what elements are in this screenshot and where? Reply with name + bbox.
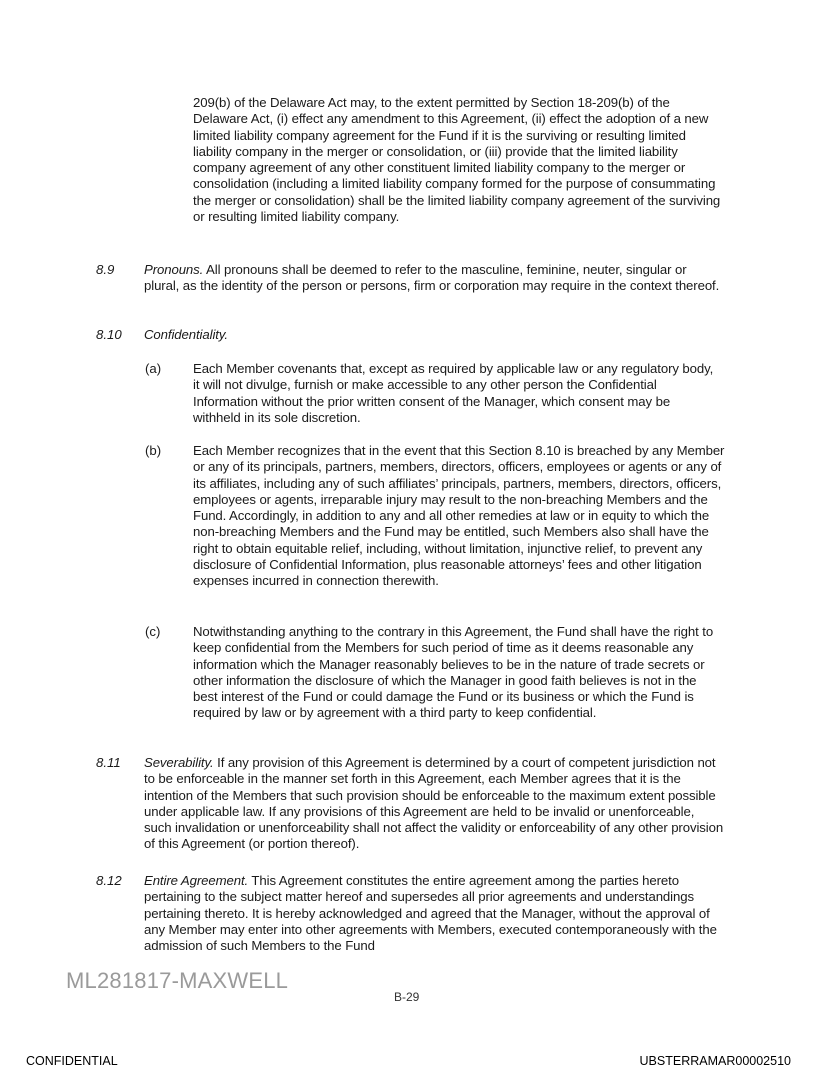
- section-8-10-a-label: (a): [145, 361, 162, 376]
- section-8-10-c-text: Notwithstanding anything to the contrary in this Agreement, the Fund shall have the right to keep confidential from the Members for such period of time as it deems reasonable any information which the Manager reasonably believes to be in the nature of trade secrets or other information the disclosure of which the Manager in good faith believes is not in the best interest of the Fund or could damage the Fund or its business or which the Fund is required by law or by agreement with a third party to keep confidential.: [193, 624, 714, 721]
- section-8-10-c-label: (c): [145, 624, 161, 639]
- section-8-12-heading: Entire Agreement.: [144, 873, 249, 888]
- section-8-9-number: 8.9: [96, 262, 115, 277]
- section-8-9-paragraph: [144, 262, 724, 295]
- section-8-11-paragraph: [144, 755, 724, 853]
- section-8-12-text: This Agreement constitutes the entire agreement among the parties hereto pertaining to the subject matter hereof and supersedes all prior agreements and understandings pertaining thereto. It is hereby acknowledged and agreed that the Manager, without the approval of any Member may enter into other agreements with Members, executed contemporaneously with the admission of such Members to the Fund: [144, 873, 717, 954]
- section-8-10-b-text: Each Member recognizes that in the event that this Section 8.10 is breached by any Member or any of its principals, partners, members, directors, officers, employees or agents or any of its affiliates, including any of such affiliates’ principals, partners, members, directors, officers, employees or agents, irreparable injury may result to the non-breaching Members and the Fund. Accordingly, in addition to any and all other remedies at law or in equity to which the non-breaching Members and the Fund may be entitled, such Members also shall have the right to obtain equitable relief, including, without limitation, injunctive relief, to prevent any disclosure of Confidential Information, plus reasonable attorneys’ fees and other litigation expenses incurred in connection therewith.: [193, 443, 725, 589]
- section-8-10-heading: Confidentiality.: [144, 327, 228, 342]
- section-8-12-paragraph: [144, 873, 724, 954]
- section-8-9-heading: Pronouns.: [144, 262, 204, 277]
- section-8-11-number: 8.11: [96, 755, 121, 770]
- confidential-label: CONFIDENTIAL: [26, 1054, 118, 1068]
- section-8-12-number: 8.12: [96, 873, 122, 888]
- section-8-11-text: If any provision of this Agreement is determined by a court of competent jurisdiction not to be enforceable in the manner set forth in this Agreement, each Member agrees that it is the intention of the Members that such provision should be enforceable to the maximum extent possible under applicable law. If any provisions of this Agreement are held to be invalid or unenforceable, such invalidation or unenforceability shall not affect the validity or enforceability of any other provision of this Agreement (or portion thereof).: [144, 755, 724, 852]
- bates-watermark: ML281817-MAXWELL: [66, 968, 289, 993]
- section-8-9-text: All pronouns shall be deemed to refer to the masculine, feminine, neuter, singular or plural, as the identity of the person or persons, firm or corporation may require in the context thereof.: [144, 262, 720, 294]
- intro-paragraph: 209(b) of the Delaware Act may, to the extent permitted by Section 18-209(b) of the Delaware Act, (i) effect any amendment to this Agreement, (ii) effect the adoption of a new limited liability company agreement for the Fund if it is the surviving or resulting limited liability company in the merger or consolidation, or (iii) provide that the limited liability company agreement of any other constituent limited liability company to the merger or consolidation (including a limited liability company formed for the purpose of consummating the merger or consolidation) shall be the limited liability company agreement of the surviving or resulting limited liability company.: [193, 95, 721, 225]
- page-number: B-29: [394, 990, 420, 1004]
- section-8-10-number: 8.10: [96, 327, 122, 342]
- section-8-10-b-label: (b): [145, 443, 162, 458]
- section-8-11-heading: Severability.: [144, 755, 214, 770]
- section-8-10-a-text: Each Member covenants that, except as required by applicable law or any regulatory body, it will not divulge, furnish or make accessible to any other person the Confidential Information without the prior written consent of the Manager, which consent may be withheld in its sole discretion.: [193, 361, 714, 425]
- bates-number: UBSTERRAMAR00002510: [639, 1054, 791, 1068]
